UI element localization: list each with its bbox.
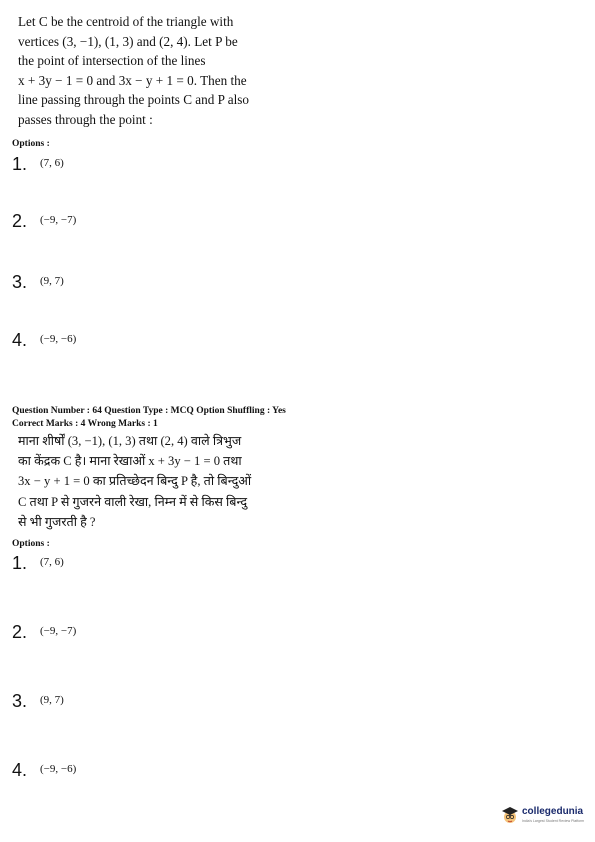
options-label: Options :	[12, 539, 50, 549]
question-line: x + 3y − 1 = 0 and 3x − y + 1 = 0. Then the	[18, 72, 247, 88]
question-line: the point of intersection of the lines	[18, 53, 206, 69]
question-line: से भी गुजरती है ?	[18, 514, 96, 529]
option-2[interactable]	[12, 622, 76, 643]
question-line: का केंद्रक C है। माना रेखाओं x + 3y − 1 = 0 तथा	[18, 454, 242, 469]
option-number: 2.	[12, 211, 28, 231]
option-number: 2.	[12, 622, 28, 642]
option-value: (−9, −6)	[40, 333, 77, 345]
question-meta-line: Question Number : 64 Question Type : MCQ Option Shuffling : Yes	[12, 406, 286, 416]
option-number: 3.	[12, 691, 28, 711]
option-value: (7, 6)	[40, 556, 64, 568]
option-2[interactable]	[12, 211, 76, 232]
option-number: 3.	[12, 272, 28, 292]
graduate-mascot-icon	[500, 805, 520, 825]
question-meta	[12, 405, 286, 430]
option-value: (−9, −7)	[40, 625, 77, 637]
question-line: C तथा P से गुजरने वाली रेखा, निम्न में से किस बिन्दु	[18, 494, 248, 509]
question-line: vertices (3, −1), (1, 3) and (2, 4). Let P be	[18, 33, 238, 49]
marks-line: Correct Marks : 4 Wrong Marks : 1	[12, 418, 158, 429]
option-1[interactable]	[12, 154, 64, 175]
option-value: (−9, −6)	[40, 763, 77, 775]
brand-name: collegedunia	[522, 806, 584, 817]
option-4[interactable]	[12, 760, 76, 781]
option-number: 4.	[12, 330, 28, 350]
options-label: Options :	[12, 139, 50, 149]
question-line: Let C be the centroid of the triangle with	[18, 14, 234, 29]
question-line: passes through the point :	[18, 111, 153, 127]
option-3[interactable]	[12, 272, 64, 293]
option-number: 1.	[12, 553, 28, 573]
collegedunia-logo[interactable]	[500, 803, 592, 829]
question-line: माना शीर्षों (3, −1), (1, 3) तथा (2, 4) वाले त्रिभुज	[18, 434, 242, 448]
question-line: 3x − y + 1 = 0 का प्रतिच्छेदन बिन्दु P है, तो बिन्दुओं	[18, 474, 252, 489]
question-2-text	[18, 431, 268, 532]
option-value: (9, 7)	[40, 275, 64, 287]
option-3[interactable]	[12, 691, 64, 712]
question-1-text	[18, 12, 268, 130]
option-1[interactable]	[12, 553, 64, 574]
brand-tagline: India's Largest Student Review Platform	[522, 819, 585, 823]
option-value: (−9, −7)	[40, 214, 77, 226]
option-value: (7, 6)	[40, 157, 64, 169]
option-number: 4.	[12, 760, 28, 780]
option-number: 1.	[12, 154, 28, 174]
question-line: line passing through the points C and P also	[18, 92, 250, 108]
option-value: (9, 7)	[40, 694, 64, 706]
option-4[interactable]	[12, 330, 76, 351]
